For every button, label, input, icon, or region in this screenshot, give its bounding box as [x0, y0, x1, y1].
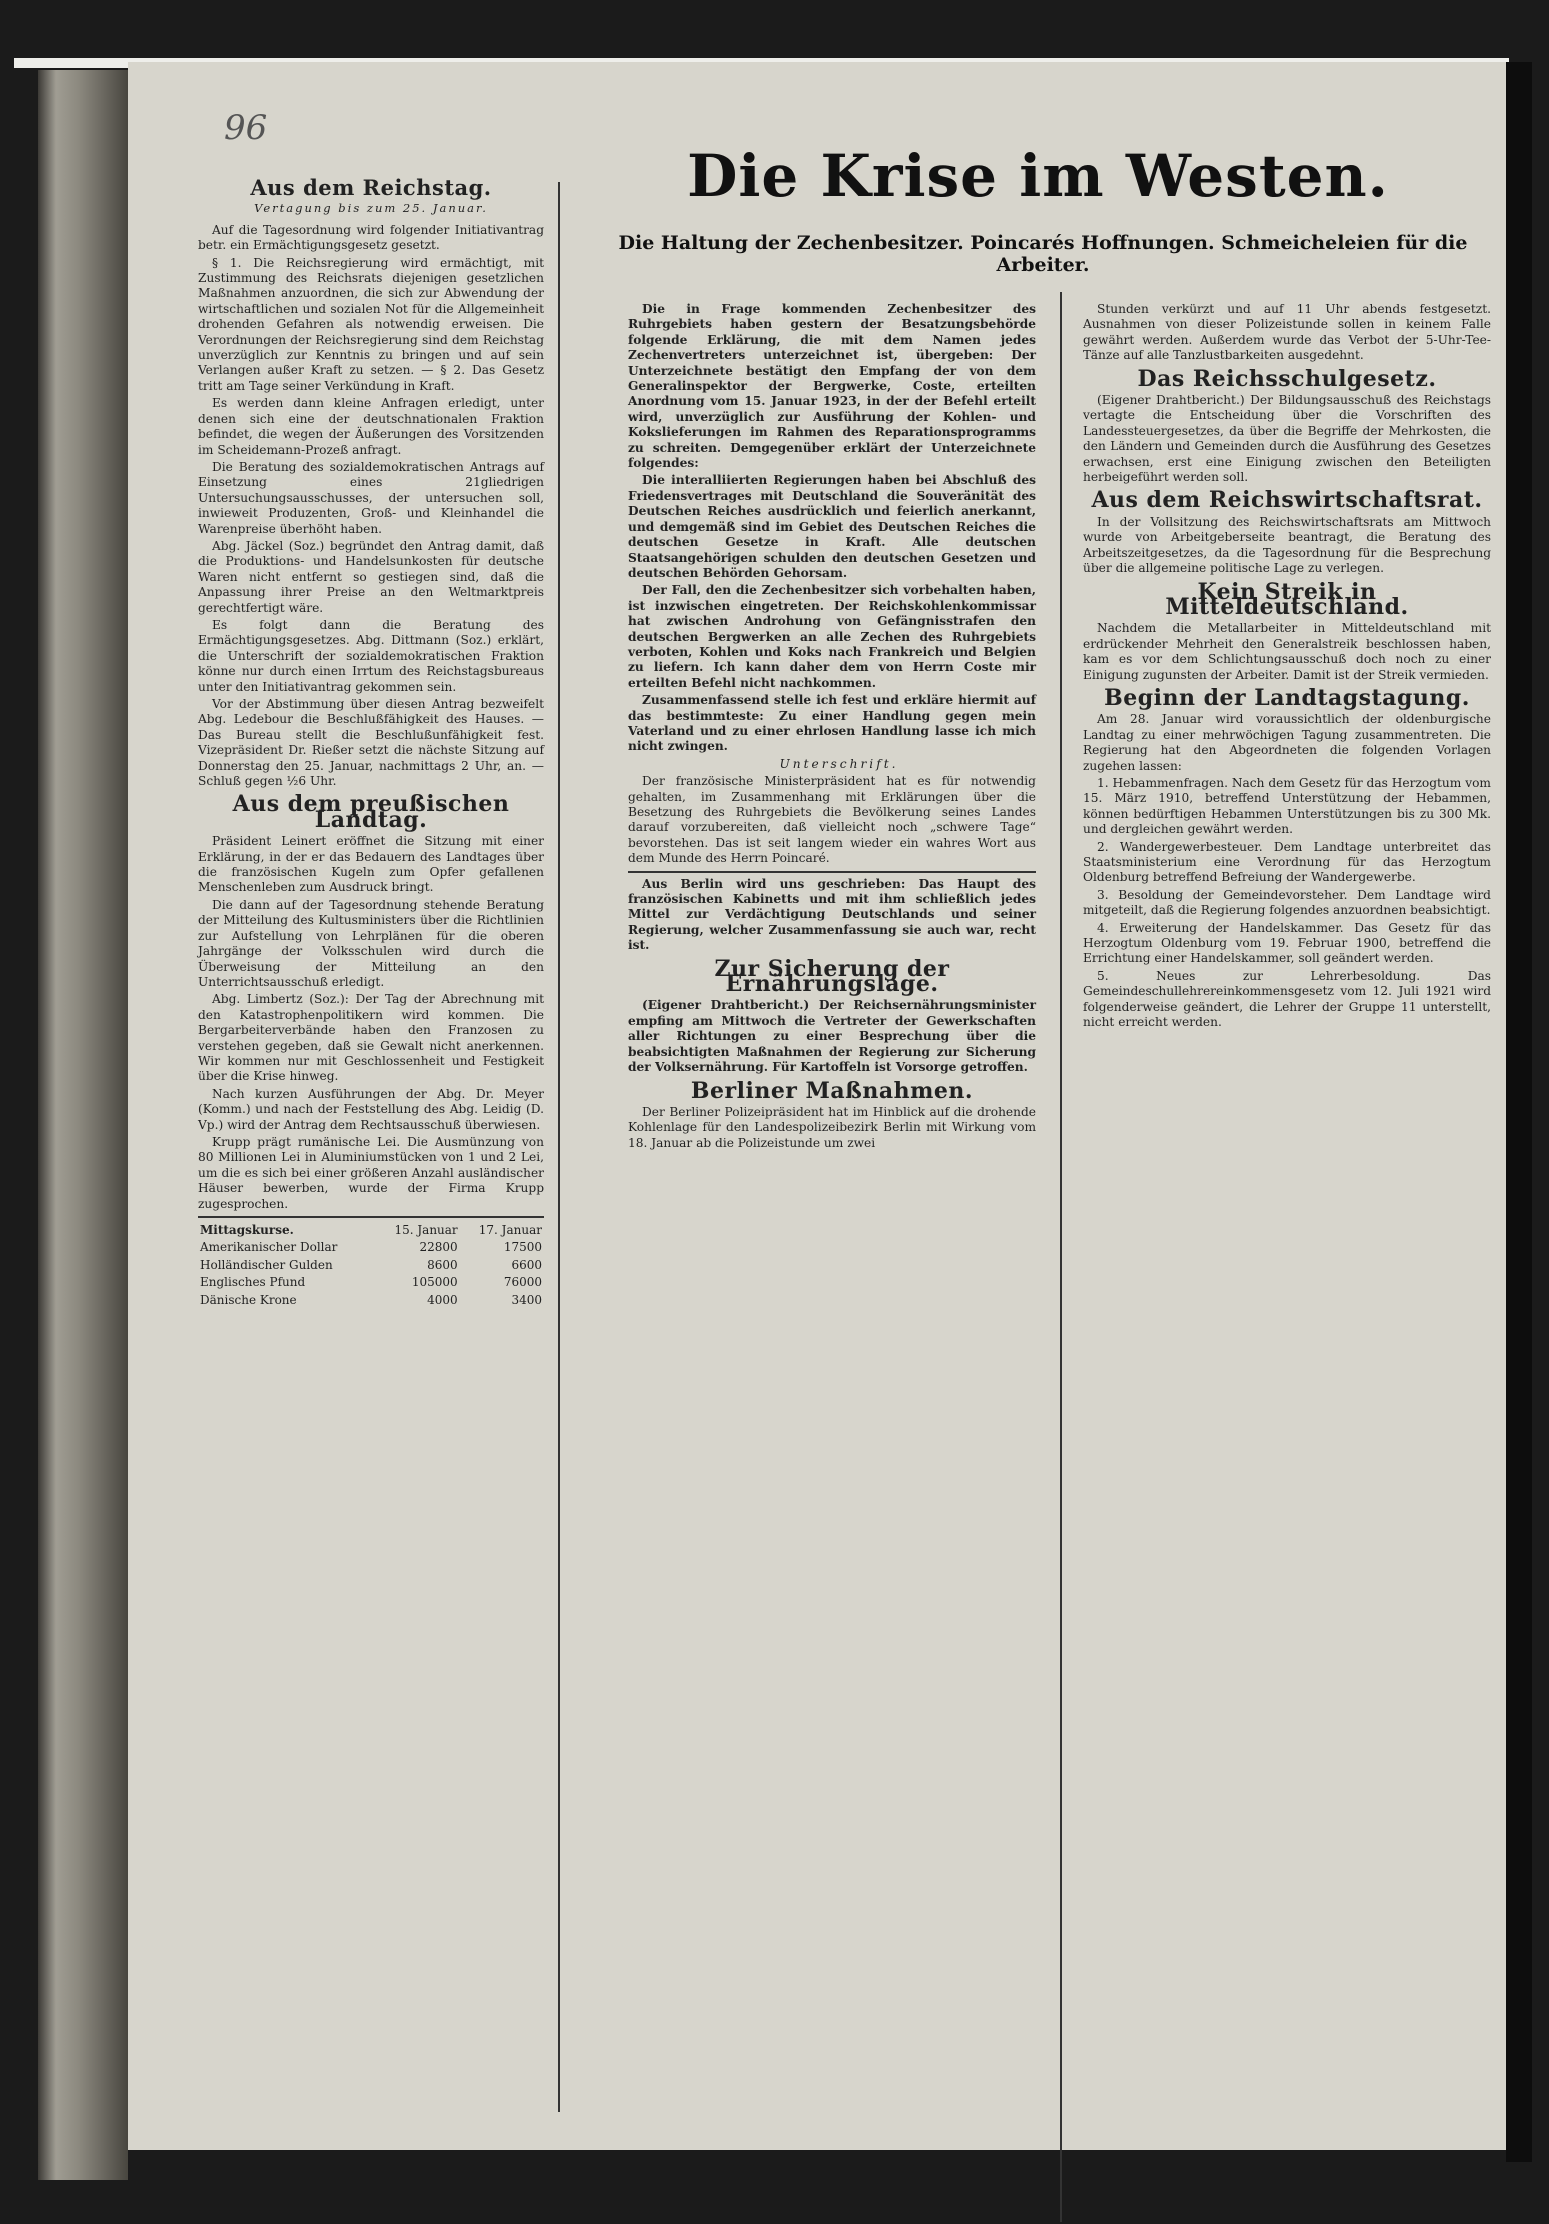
- market-value: 22800: [419, 1240, 458, 1255]
- headline-wirtschaftsrat: Aus dem Reichswirtschaftsrat.: [1091, 487, 1483, 514]
- headline-ernaehrung: Zur Sicherung der Ernährungslage.: [714, 955, 950, 998]
- market-date: 17. Januar: [478, 1223, 542, 1237]
- market-value: 76000: [503, 1275, 542, 1290]
- table-row: [198, 1274, 544, 1291]
- paragraph: § 1. Die Reichsregierung wird ermächtigt, mit Zustimmung des Reichsrats diejenigen gesetzlichen Maßnahmen anzuordnen, die sich zur Abwendung der wirtschaftlichen und sozialen Not für die Allgemeinheit drohenden Gefahren als notwendig erweisen. Die Verordnungen der Reichsregierung sind dem Reichstag unverzüglich zur Kenntnis zu bringen und auf sein Verlangen außer Kraft zu setzen. — § 2. Das Gesetz tritt am Tage seiner Verkündung in Kraft.: [198, 255, 544, 393]
- paragraph: Die dann auf der Tagesordnung stehende Beratung der Mitteilung des Kultusministers über die Richtlinien zur Aufstellung von Lehrplänen für die oberen Jahrgänge der Volksschulen wird durch die Überweisung der Mitteilung an den Unterrichtsausschuß erledigt.: [198, 897, 544, 989]
- market-label: Dänische Krone: [200, 1292, 297, 1307]
- headline-streik: Kein Streik in Mitteldeutschland.: [1165, 578, 1409, 620]
- market-label: Amerikanischer Dollar: [200, 1240, 338, 1255]
- market-header-row: [198, 1222, 544, 1239]
- paragraph: Der Berliner Polizeipräsident hat im Hinblick auf die drohende Kohlenlage für den Landespolizeibezirk Berlin mit Wirkung vom 18. Januar ab die Polizeistunde um zwei: [628, 1104, 1036, 1150]
- page-number: 96: [224, 108, 268, 148]
- newspaper-page: [128, 62, 1506, 2150]
- strapline: Die Haltung der Zechenbesitzer. Poincarés Hoffnungen. Schmeicheleien für die Arbeiter.: [618, 232, 1468, 276]
- market-value: 3400: [511, 1292, 542, 1307]
- market-title: Mittagskurse.: [200, 1223, 294, 1237]
- market-table: [198, 1222, 544, 1309]
- paragraph: Es folgt dann die Beratung des Ermächtigungsgesetzes. Abg. Dittmann (Soz.) erklärt, die Unterschrift der sozialdemokratischen Fraktion könne nur durch einen Irrtum des Reichstagsbureaus unter den Initiativantrag gekommen sein.: [198, 617, 544, 694]
- table-row: [198, 1257, 544, 1274]
- paragraph: (Eigener Drahtbericht.) Der Reichsernährungsminister empfing am Mittwoch die Vertreter der Gewerkschaften aller Richtungen zu einer Besprechung über die beabsichtigten Maßnahmen der Regierung zur Sicherung der Volksernährung. Für Kartoffeln ist Vorsorge getroffen.: [628, 998, 1036, 1075]
- paragraph: 2. Wandergewerbesteuer. Dem Landtage unterbreitet das Staatsministerium eine Verordnung für das Herzogtum Oldenburg betreffend Befreiung der Wandergewerbe.: [1083, 839, 1491, 885]
- paragraph: (Eigener Drahtbericht.) Der Bildungsausschuß des Reichstags vertagte die Entscheidung über die Vorschriften des Landessteuergesetzes, da über die Begriffe der Mehrkosten, die den Ländern und Gemeinden durch die Ausführung des Gesetzes erwachsen, erst eine Einigung zwischen den Beteiligten herbeigeführt werden soll.: [1083, 393, 1491, 485]
- headline-landtag: Aus dem preußischen Landtag.: [232, 791, 510, 833]
- market-value: 8600: [427, 1257, 458, 1272]
- paragraph: Es werden dann kleine Anfragen erledigt, unter denen sich eine der deutschnationalen Fraktion befindet, die wegen der Äußerungen des Vorsitzenden im Scheidemann-Prozeß anfragt.: [198, 396, 544, 457]
- divider: [628, 871, 1036, 873]
- market-value: 6600: [511, 1257, 542, 1272]
- paragraph: Der französische Ministerpräsident hat es für notwendig gehalten, im Zusammenhang mit Erklärungen über die Besetzung des Ruhrgebiets die Bevölkerung seines Landes darauf vorzubereiten, daß vielleicht noch „schwere Tage“ bevorstehen. Das ist seit langem wieder ein wahres Wort aus dem Munde des Herrn Poincaré.: [628, 774, 1036, 866]
- paragraph: 5. Neues zur Lehrerbesoldung. Das Gemeindeschullehrereinkommensgesetz vom 12. Juli 1921 wird folgenderweise geändert, die Lehrer der Gruppe 11 unterstellt, nicht erreicht werden.: [1083, 968, 1491, 1030]
- market-label: Holländischer Gulden: [200, 1257, 333, 1272]
- market-date: 15. Januar: [394, 1223, 458, 1237]
- paragraph: Die Beratung des sozialdemokratischen Antrags auf Einsetzung eines 21gliedrigen Untersuchungsausschusses, der untersuchen soll, inwieweit Produzenten, Groß- und Kleinhandel die Warenpreise überhöht haben.: [198, 459, 544, 536]
- table-row: [198, 1292, 544, 1309]
- book-binding: [38, 70, 128, 2180]
- paragraph: Abg. Jäckel (Soz.) begründet den Antrag damit, daß die Produktions- und Handelsunkosten für deutsche Waren nicht entfernt so gestiegen sind, daß die Anpassung ihrer Preise an den Weltmarktpreis gerechtfertigt wäre.: [198, 538, 544, 615]
- paragraph: Die interalliierten Regierungen haben bei Abschluß des Friedensvertrages mit Deutschland die Souveränität des Deutschen Reiches ausdrücklich und feierlich anerkannt, und demgemäß sind im Gebiet des Deutschen Reiches die deutschen Gesetze in Kraft. Alle deutschen Staatsangehörigen schulden den deutschen Gesetzen und deutschen Behörden Gehorsam.: [628, 473, 1036, 580]
- paragraph: Vor der Abstimmung über diesen Antrag bezweifelt Abg. Ledebour die Beschlußfähigkeit des Hauses. — Das Bureau stellt die Beschlußunfähigkeit fest. Vizepräsident Dr. Rießer setzt die nächste Sitzung auf Donnerstag den 25. Januar, nachmittags 2 Uhr, an. — Schluß gegen ½6 Uhr.: [198, 697, 544, 789]
- headline-reichsschulgesetz: Das Reichsschulgesetz.: [1137, 365, 1437, 392]
- table-row: [198, 1239, 544, 1256]
- signature-line: Unterschrift.: [779, 756, 899, 771]
- column-middle: [628, 302, 1036, 1153]
- paragraph: Nach kurzen Ausführungen der Abg. Dr. Meyer (Komm.) und nach der Feststellung des Abg. Leidig (D. Vp.) wird der Antrag dem Rechtsausschuß überwiesen.: [198, 1086, 544, 1132]
- divider: [198, 1216, 544, 1218]
- headline-berlin: Berliner Maßnahmen.: [690, 1077, 974, 1104]
- paragraph: In der Vollsitzung des Reichswirtschaftsrats am Mittwoch wurde von Arbeitgeberseite beantragt, die Beratung des Arbeitszeitgesetzes, da die Tagesordnung für die Besprechung über die allgemeine politische Lage zu verlegen.: [1083, 514, 1491, 576]
- column-left: [198, 172, 544, 1309]
- column-rule: [558, 182, 560, 2112]
- paragraph: Präsident Leinert eröffnet die Sitzung mit einer Erklärung, in der er das Bedauern des Landtages über die französischen Kugeln zum Opfer gefallenen Menschenleben zum Ausdruck bringt.: [198, 834, 544, 895]
- paragraph: 1. Hebammenfragen. Nach dem Gesetz für das Herzogtum vom 15. März 1910, betreffend Unterstützung der Hebammen, können bedürftigen Hebammen Unterstützungen bis zu 300 Mk. und dergleichen gewährt werden.: [1083, 775, 1491, 837]
- paragraph: 4. Erweiterung der Handelskammer. Das Gesetz für das Herzogtum Oldenburg vom 19. Februar 1900, betreffend die Errichtung einer Handelskammer, soll geändert werden.: [1083, 920, 1491, 966]
- paragraph: Krupp prägt rumänische Lei. Die Ausmünzung von 80 Millionen Lei in Aluminiumstücken von 1 und 2 Lei, um die es sich bei einer größeren Anzahl ausländischer Häuser bewerben, wurde der Firma Krupp zugesprochen.: [198, 1134, 544, 1211]
- paragraph: Zusammenfassend stelle ich fest und erkläre hiermit auf das bestimmteste: Zu einer Handlung gegen mein Vaterland und zu einer ehrlosen Handlung lasse ich mich nicht zwingen.: [628, 693, 1036, 754]
- paragraph: Die in Frage kommenden Zechenbesitzer des Ruhrgebiets haben gestern der Besatzungsbehörde folgende Erklärung, die mit dem Namen jedes Zechenvertreters unterzeichnet ist, übergeben: Der Unterzeichnete bestätigt den Empfang der von dem Generalinspektor der Bergwerke, Coste, erteilten Anordnung vom 15. Januar 1923, in der der Befehl erteilt wird, unverzüglich zur Ausführung der Kohlen- und Kokslieferungen im Rahmen des Reparationsprogramms zu schreiten. Demgegenüber erklärt der Unterzeichnete folgendes:: [628, 302, 1036, 471]
- market-value: 4000: [427, 1292, 458, 1307]
- paragraph: Auf die Tagesordnung wird folgender Initiativantrag betr. ein Ermächtigungsgesetz gesetzt.: [198, 222, 544, 253]
- right-shadow: [1506, 62, 1532, 2162]
- market-value: 17500: [503, 1240, 542, 1255]
- column-right: [1083, 302, 1491, 1032]
- market-label: Englisches Pfund: [200, 1275, 306, 1290]
- market-value: 105000: [411, 1275, 458, 1290]
- paragraph: Aus Berlin wird uns geschrieben: Das Haupt des französischen Kabinetts und mit ihm schließlich jedes Mittel zur Verdächtigung Deutschlands und seiner Regierung, welcher Zusammenfassung sie auch war, recht ist.: [628, 876, 1036, 953]
- headline-landtagstagung: Beginn der Landtagstagung.: [1104, 684, 1470, 711]
- column-rule: [1060, 292, 1062, 2222]
- paragraph: Nachdem die Metallarbeiter in Mitteldeutschland mit erdrückender Mehrheit den Generalstreik beschlossen haben, kam es vor dem Schlichtungsausschuß doch noch zu einer Einigung zugunsten der Arbeiter. Damit ist der Streik vermieden.: [1083, 621, 1491, 682]
- paragraph: Stunden verkürzt und auf 11 Uhr abends festgesetzt. Ausnahmen von dieser Polizeistunde sollen in keinem Falle gewährt werden. Außerdem wurde das Verbot der 5-Uhr-Tee-Tänze auf alle Tanzlustbarkeiten ausgedehnt.: [1083, 302, 1491, 363]
- masthead: Die Krise im Westen.: [687, 142, 1389, 210]
- headline-reichstag: Aus dem Reichstag.: [250, 175, 492, 200]
- paragraph: 3. Besoldung der Gemeindevorsteher. Dem Landtage wird mitgeteilt, daß die Regierung folgendes anzuordnen beabsichtigt.: [1083, 887, 1491, 918]
- paragraph: Abg. Limbertz (Soz.): Der Tag der Abrechnung mit den Katastrophenpolitikern wird kommen. Die Bergarbeiterverbände haben den Franzosen zu verstehen gegeben, daß sie Gewalt nicht anerkennen. Wir kommen nur mit Geschlossenheit und Festigkeit über die Krise hinweg.: [198, 992, 544, 1084]
- paragraph: Am 28. Januar wird voraussichtlich der oldenburgische Landtag zu einer mehrwöchigen Tagung zusammentreten. Die Regierung hat den Abgeordneten die folgenden Vorlagen zugehen lassen:: [1083, 712, 1491, 773]
- subheading-reichstag: Vertagung bis zum 25. Januar.: [254, 201, 488, 216]
- paragraph: Der Fall, den die Zechenbesitzer sich vorbehalten haben, ist inzwischen eingetreten. Der Reichskohlenkommissar hat zwischen Androhung von Gefängnisstrafen den deutschen Bergwerken an alle Zechen des Ruhrgebiets verboten, Kohlen und Koks nach Frankreich und Belgien zu liefern. Ich kann daher dem von Herrn Coste mir erteilten Befehl nicht nachkommen.: [628, 583, 1036, 690]
